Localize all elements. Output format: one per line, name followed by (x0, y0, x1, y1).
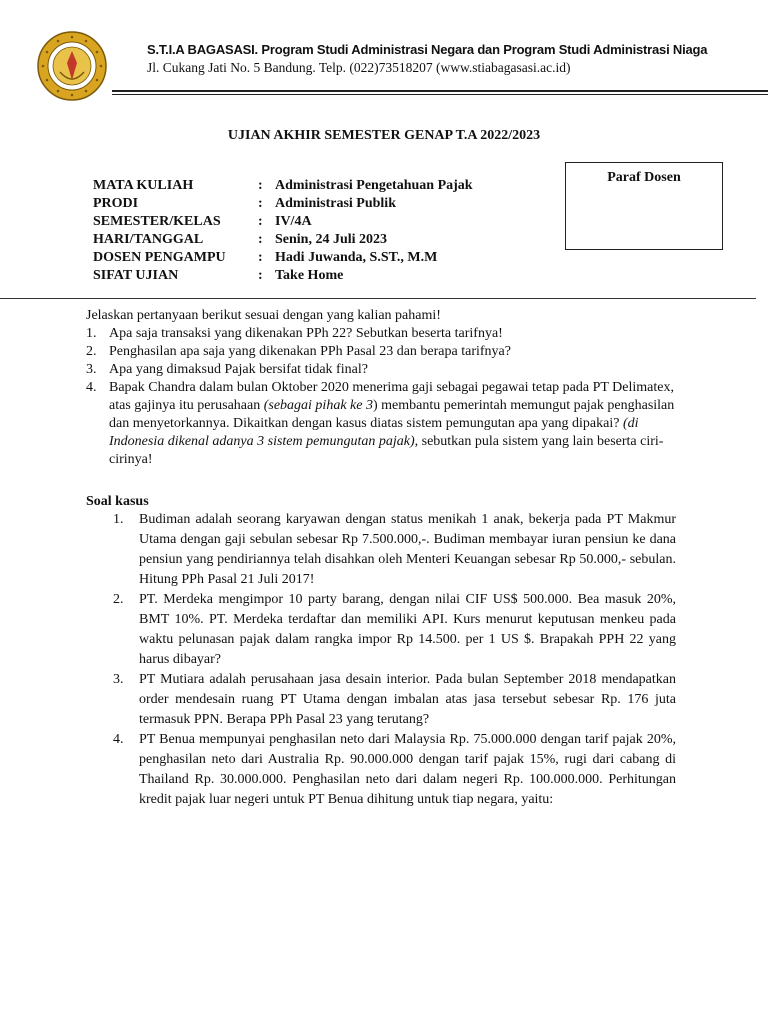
institution-logo (36, 30, 108, 102)
exam-title: UJIAN AKHIR SEMESTER GENAP T.A 2022/2023 (227, 128, 541, 143)
case-number: 1. (113, 512, 124, 527)
case-item (113, 730, 676, 810)
info-value: Administrasi Pengetahuan Pajak (275, 178, 473, 193)
question-item (86, 325, 686, 343)
info-colon: : (258, 214, 263, 229)
question-item (86, 361, 686, 379)
question-number: 1. (86, 326, 97, 341)
question-number: 4. (86, 380, 97, 395)
info-value: Administrasi Publik (275, 196, 396, 211)
case-questions (113, 510, 676, 810)
question-text-italic: (di Indonesia dikenal adanya 3 sistem pemungutan pajak) (109, 416, 639, 449)
signature-box-label: Paraf Dosen (607, 170, 681, 185)
info-colon: : (258, 178, 263, 193)
info-colon: : (258, 196, 263, 211)
case-text: Budiman adalah seorang karyawan dengan status menikah 1 anak, bekerja pada PT Makmur Utama dengan gaji sebulan sebesar Rp 7.500.000,-. Budiman membayar iuran pensiun ke dana pensiun yang pendiriannya telah disahkan oleh Menteri Keuangan sebesar Rp 50.000,- sebulan. Hitung PPh Pasal 21 Juli 2017! (139, 512, 676, 587)
info-label: MATA KULIAH (93, 178, 194, 193)
question-number: 2. (86, 344, 97, 359)
section-divider (0, 298, 756, 299)
institution-address: Jl. Cukang Jati No. 5 Bandung. Telp. (022)73518207 (www.stiabagasasi.ac.id) (147, 60, 571, 75)
essay-questions (86, 307, 686, 469)
info-colon: : (258, 250, 263, 265)
info-value: Hadi Juwanda, S.ST., M.M (275, 250, 438, 265)
info-label: DOSEN PENGAMPU (93, 250, 226, 265)
header-rule-thick (112, 90, 768, 92)
case-number: 3. (113, 672, 124, 687)
question-text-part: ) membantu pemerintah memungut pajak penghasilan dan menyetorkannya. Dikaitkan dengan kasus diatas sistem pemungutan apa yang dipakai? (109, 398, 675, 431)
info-row-date (93, 231, 473, 249)
question-text: Penghasilan apa saja yang dikenakan PPh Pasal 23 dan berapa tarifnya? (109, 344, 511, 359)
info-value: Take Home (275, 268, 344, 283)
case-text: PT Mutiara adalah perusahaan jasa desain interior. Pada bulan September 2018 mendapatkan order mendesain ruang PT Utama dengan imbalan atas jasa tersebut sebesar Rp. 176 juta termasuk PPN. Berapa PPh Pasal 23 yang terutang? (139, 672, 676, 727)
lecturer-signature-box (565, 162, 723, 250)
question-item (86, 379, 686, 469)
info-label: SIFAT UJIAN (93, 268, 179, 283)
question-text (109, 379, 686, 469)
info-colon: : (258, 232, 263, 247)
info-row-lecturer (93, 249, 473, 267)
institution-name: S.T.I.A BAGASASI. Program Studi Administrasi Negara dan Program Studi Administrasi Niaga (147, 42, 708, 57)
info-value: Senin, 24 Juli 2023 (275, 232, 388, 247)
case-text: PT. Merdeka mengimpor 10 party barang, dengan nilai CIF US$ 500.000. Bea masuk 20%, BMT 10%. PT. Merdeka terdaftar dan memiliki API. Kurs menurut keputusan menkeu pada waktu pelunasan pajak dalam rangka impor Rp 14.500. per 1 US $. Brapakah PPH 22 yang harus dibayar? (139, 592, 676, 667)
case-section-title: Soal kasus (86, 494, 149, 509)
case-number: 4. (113, 732, 124, 747)
case-text: PT Benua mempunyai penghasilan neto dari Malaysia Rp. 75.000.000 dengan tarif pajak 20%, penghasilan neto dari Australia Rp. 90.000.000 dengan tarif pajak 15%, rugi dari cabang di Thailand Rp. 30.000.000. Penghasilan neto dari dalam negeri Rp. 100.000.000. Perhitungan kredit pajak luar negeri untuk PT Benua dihitung untuk tiap negara, yaitu: (139, 732, 676, 807)
case-item (113, 510, 676, 590)
info-row-semester-class (93, 213, 473, 231)
question-text-italic: (sebagai pihak ke 3 (263, 398, 373, 413)
case-item (113, 590, 676, 670)
header-rule-thin (112, 94, 768, 95)
info-label: PRODI (93, 196, 139, 211)
exam-info-table (93, 177, 473, 285)
question-text: Apa saja transaksi yang dikenakan PPh 22? Sebutkan beserta tarifnya! (109, 326, 503, 341)
question-text: Apa yang dimaksud Pajak bersifat tidak final? (109, 362, 368, 377)
case-item (113, 670, 676, 730)
info-row-program (93, 195, 473, 213)
question-text-part: , sebutkan pula sistem yang lain beserta ciri-cirinya! (109, 434, 664, 467)
institution-seal-icon (36, 30, 108, 102)
info-row-exam-type (93, 267, 473, 285)
question-text-part: Bapak Chandra dalam bulan Oktober 2020 menerima gaji sebagai pegawai tetap pada PT Delimatex, atas gajinya itu perusahaan (109, 380, 674, 413)
info-row-course (93, 177, 473, 195)
info-label: SEMESTER/KELAS (93, 214, 221, 229)
case-number: 2. (113, 592, 124, 607)
info-value: IV/4A (275, 214, 312, 229)
info-colon: : (258, 268, 263, 283)
info-label: HARI/TANGGAL (93, 232, 204, 247)
question-number: 3. (86, 362, 97, 377)
questions-intro: Jelaskan pertanyaan berikut sesuai dengan yang kalian pahami! (86, 308, 441, 323)
question-item (86, 343, 686, 361)
